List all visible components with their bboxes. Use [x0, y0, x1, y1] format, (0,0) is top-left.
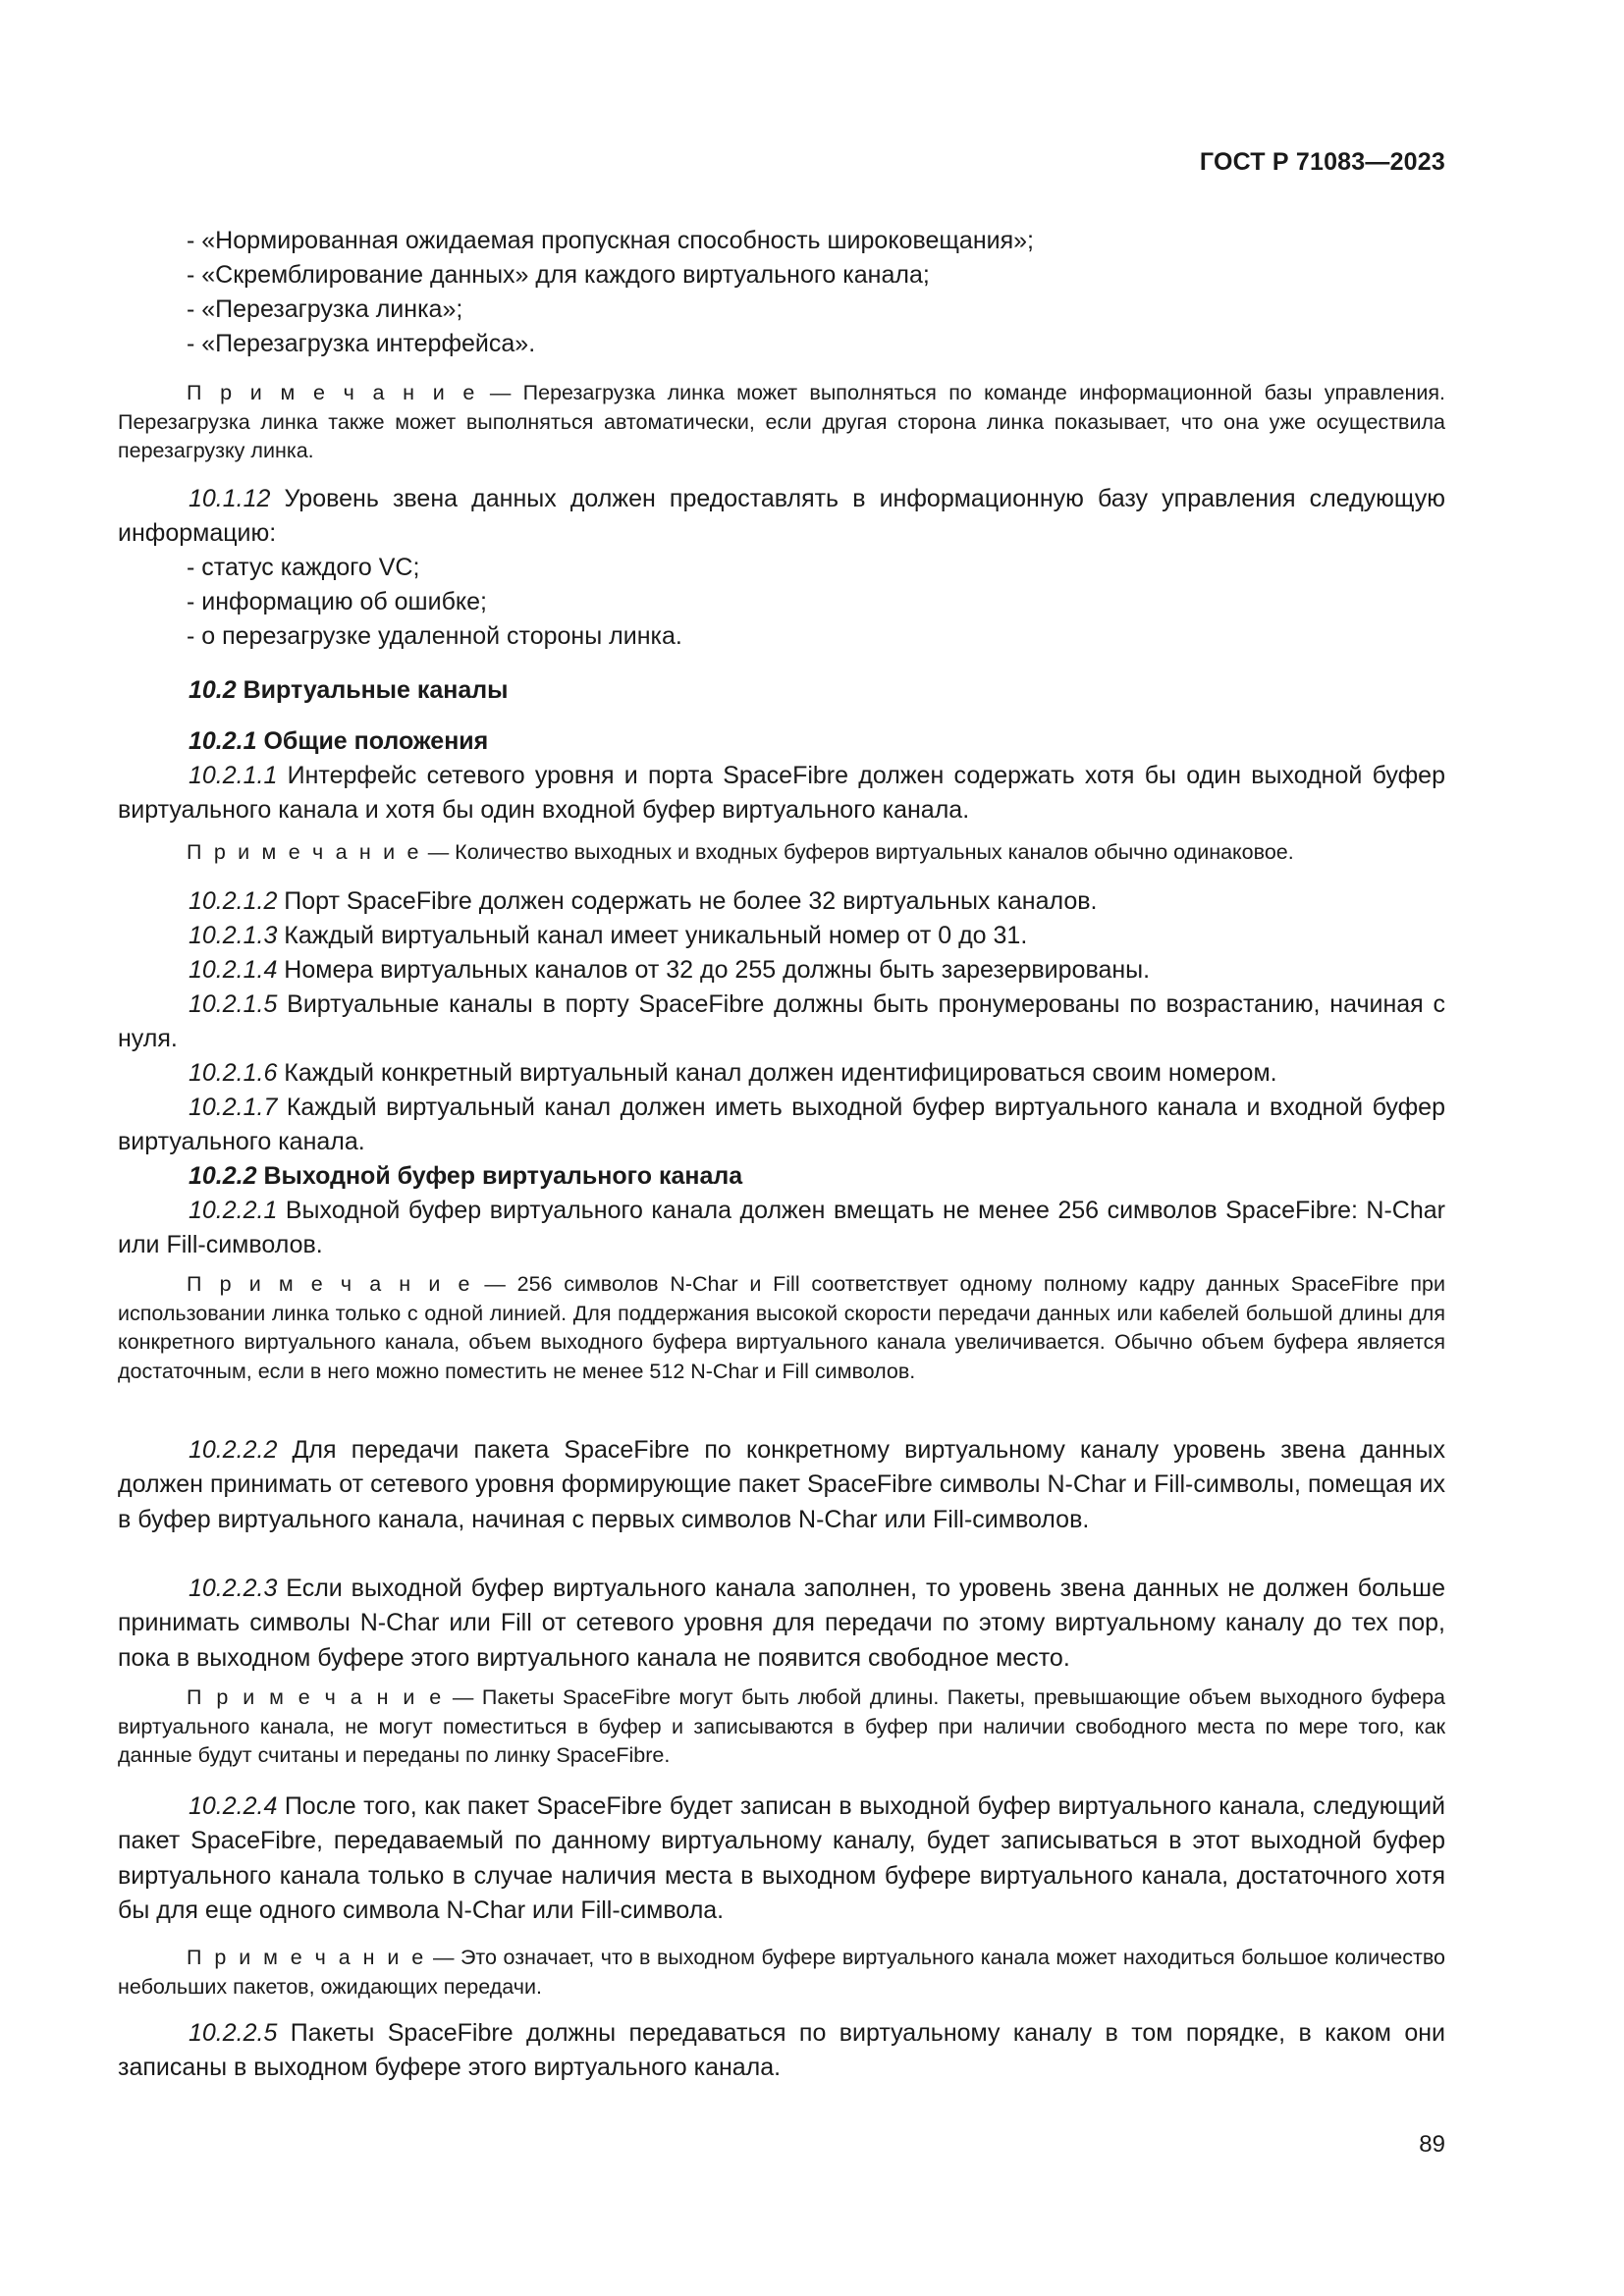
clause-number: 10.2.2.1: [189, 1197, 278, 1224]
clause-number: 10.2.2.5: [189, 2019, 278, 2047]
paragraph-text: Если выходной буфер виртуального канала заполнен, то уровень звена данных не должен больше принимать символы N-Char или Fill от сетевого уровня для передачи по этому виртуальному каналу до тех пор, пока в выходном буфере этого виртуального канала не появится свободное место.: [118, 1575, 1445, 1672]
paragraph-text: Порт SpaceFibre должен содержать не более 32 виртуальных каналов.: [277, 887, 1098, 915]
clause-number: 10.2.2.2: [189, 1436, 278, 1464]
note-label: П р и м е ч а н и е: [187, 381, 478, 404]
paragraph-text: Выходной буфер виртуального канала должен вмещать не менее 256 символов SpaceFibre: N-Char или Fill-символов.: [118, 1197, 1445, 1259]
clause-number: 10.2: [189, 676, 237, 704]
paragraph: [118, 919, 1445, 953]
clause-number: 10.2.1.4: [189, 956, 278, 984]
paragraph-text: После того, как пакет SpaceFibre будет записан в выходной буфер виртуального канала, следующий пакет SpaceFibre, передаваемый по данному виртуальному каналу, будет записываться в этот выходной буфер виртуального канала только в случае наличия места в выходном буфере виртуального канала, достаточного хотя бы для еще одного символа N-Char или Fill-символа.: [118, 1792, 1445, 1924]
paragraph: [118, 1789, 1445, 1928]
note: [118, 838, 1445, 868]
heading-text: Выходной буфер виртуального канала: [256, 1162, 743, 1190]
paragraph: [118, 2016, 1445, 2086]
subsection-heading: [118, 1159, 1445, 1194]
paragraph: [118, 1433, 1445, 1537]
paragraph-text: Пакеты SpaceFibre должны передаваться по виртуальному каналу в том порядке, в каком они записаны в выходном буфере этого виртуального канала.: [118, 2019, 1445, 2082]
clause-number: 10.2.1: [189, 727, 257, 755]
paragraph-text: Интерфейс сетевого уровня и порта SpaceFibre должен содержать хотя бы один выходной буфер виртуального канала и хотя бы один входной буфер виртуального канала.: [118, 762, 1445, 825]
note-text: — Перезагрузка линка может выполняться по команде информационной базы управления. Перезагрузка линка также может выполняться автоматически, если другая сторона линка показывает, что она уже осуществила перезагрузку линка.: [118, 381, 1446, 462]
paragraph-text: Виртуальные каналы в порту SpaceFibre должны быть пронумерованы по возрастанию, начиная с нуля.: [118, 990, 1445, 1053]
list-item: - «Перезагрузка интерфейса».: [187, 330, 536, 357]
list-item: - «Перезагрузка линка»;: [187, 295, 463, 323]
paragraph-text: Каждый конкретный виртуальный канал должен идентифицироваться своим номером.: [277, 1059, 1277, 1087]
section-heading: [118, 673, 1445, 708]
note: [118, 1270, 1445, 1386]
paragraph: [118, 1572, 1445, 1676]
clause-number: 10.2.1.7: [189, 1094, 278, 1121]
paragraph: [118, 759, 1445, 828]
subsection-heading: [118, 724, 1445, 759]
clause-number: 10.2.2: [189, 1162, 257, 1190]
list-item: - «Скремблирование данных» для каждого виртуального канала;: [187, 261, 930, 289]
page-number: 89: [1419, 2131, 1445, 2158]
heading-text: Общие положения: [256, 727, 489, 755]
list-item: - о перезагрузке удаленной стороны линка.: [187, 622, 682, 650]
note: [118, 1944, 1445, 2002]
paragraph: [118, 884, 1445, 919]
clause-number: 10.2.1.1: [189, 762, 278, 789]
note-label: П р и м е ч а н и е: [187, 840, 422, 864]
clause-number: 10.2.2.3: [189, 1575, 278, 1602]
list-item: - «Нормированная ожидаемая пропускная способность широковещания»;: [187, 227, 1034, 254]
clause-number: 10.2.1.5: [189, 990, 278, 1018]
note-text: — Пакеты SpaceFibre могут быть любой длины. Пакеты, превышающие объем выходного буфера виртуального канала, не могут поместиться в буфер и записываются в буфер при наличии свободного места по мере того, как данные будут считаны и переданы по линку SpaceFibre.: [118, 1685, 1445, 1767]
note-text: — 256 символов N-Char и Fill соответствует одному полному кадру данных SpaceFibre при использовании линка только с одной линией. Для поддержания высокой скорости передачи данных или кабелей большой длины для конкретного виртуального канала, объем выходного буфера виртуального канала увеличивается. Обычно объем буфера является достаточным, если в него можно поместить не менее 512 N-Char и Fill символов.: [118, 1272, 1445, 1383]
paragraph-text: Каждый виртуальный канал имеет уникальный номер от 0 до 31.: [277, 922, 1028, 949]
list-item: - статус каждого VC;: [187, 554, 420, 581]
paragraph: [118, 953, 1445, 988]
paragraph: [118, 1091, 1445, 1160]
clause-number: 10.1.12: [189, 485, 271, 512]
paragraph-text: Номера виртуальных каналов от 32 до 255 должны быть зарезервированы.: [277, 956, 1151, 984]
clause-number: 10.2.1.2: [189, 887, 278, 915]
note: [118, 1683, 1445, 1771]
paragraph: [118, 482, 1445, 552]
clause-number: 10.2.2.4: [189, 1792, 278, 1820]
list-item: - информацию об ошибке;: [187, 588, 487, 615]
paragraph-text: Каждый виртуальный канал должен иметь выходной буфер виртуального канала и входной буфер виртуального канала.: [118, 1094, 1445, 1156]
clause-number: 10.2.1.6: [189, 1059, 278, 1087]
paragraph-text: Уровень звена данных должен предоставлять в информационную базу управления следующую информацию:: [118, 485, 1445, 548]
paragraph: [118, 1056, 1445, 1091]
heading-text: Виртуальные каналы: [236, 676, 509, 704]
note-text: — Количество выходных и входных буферов виртуальных каналов обычно одинаковое.: [421, 840, 1294, 864]
note: [118, 379, 1445, 466]
clause-number: 10.2.1.3: [189, 922, 278, 949]
note-label: П р и м е ч а н и е: [187, 1685, 445, 1709]
paragraph: [118, 1194, 1445, 1263]
document-header: ГОСТ Р 71083—2023: [1199, 148, 1445, 176]
note-label: П р и м е ч а н и е: [187, 1946, 427, 1969]
note-label: П р и м е ч а н и е: [187, 1272, 473, 1296]
paragraph-text: Для передачи пакета SpaceFibre по конкретному виртуальному каналу уровень звена данных должен принимать от сетевого уровня формирующие пакет SpaceFibre символы N-Char и Fill-символы, помещая их в буфер виртуального канала, начиная с первых символов N-Char или Fill-символов.: [118, 1436, 1445, 1533]
paragraph: [118, 988, 1445, 1057]
note-text: — Это означает, что в выходном буфере виртуального канала может находиться большое количество небольших пакетов, ожидающих передачи.: [118, 1946, 1445, 1999]
